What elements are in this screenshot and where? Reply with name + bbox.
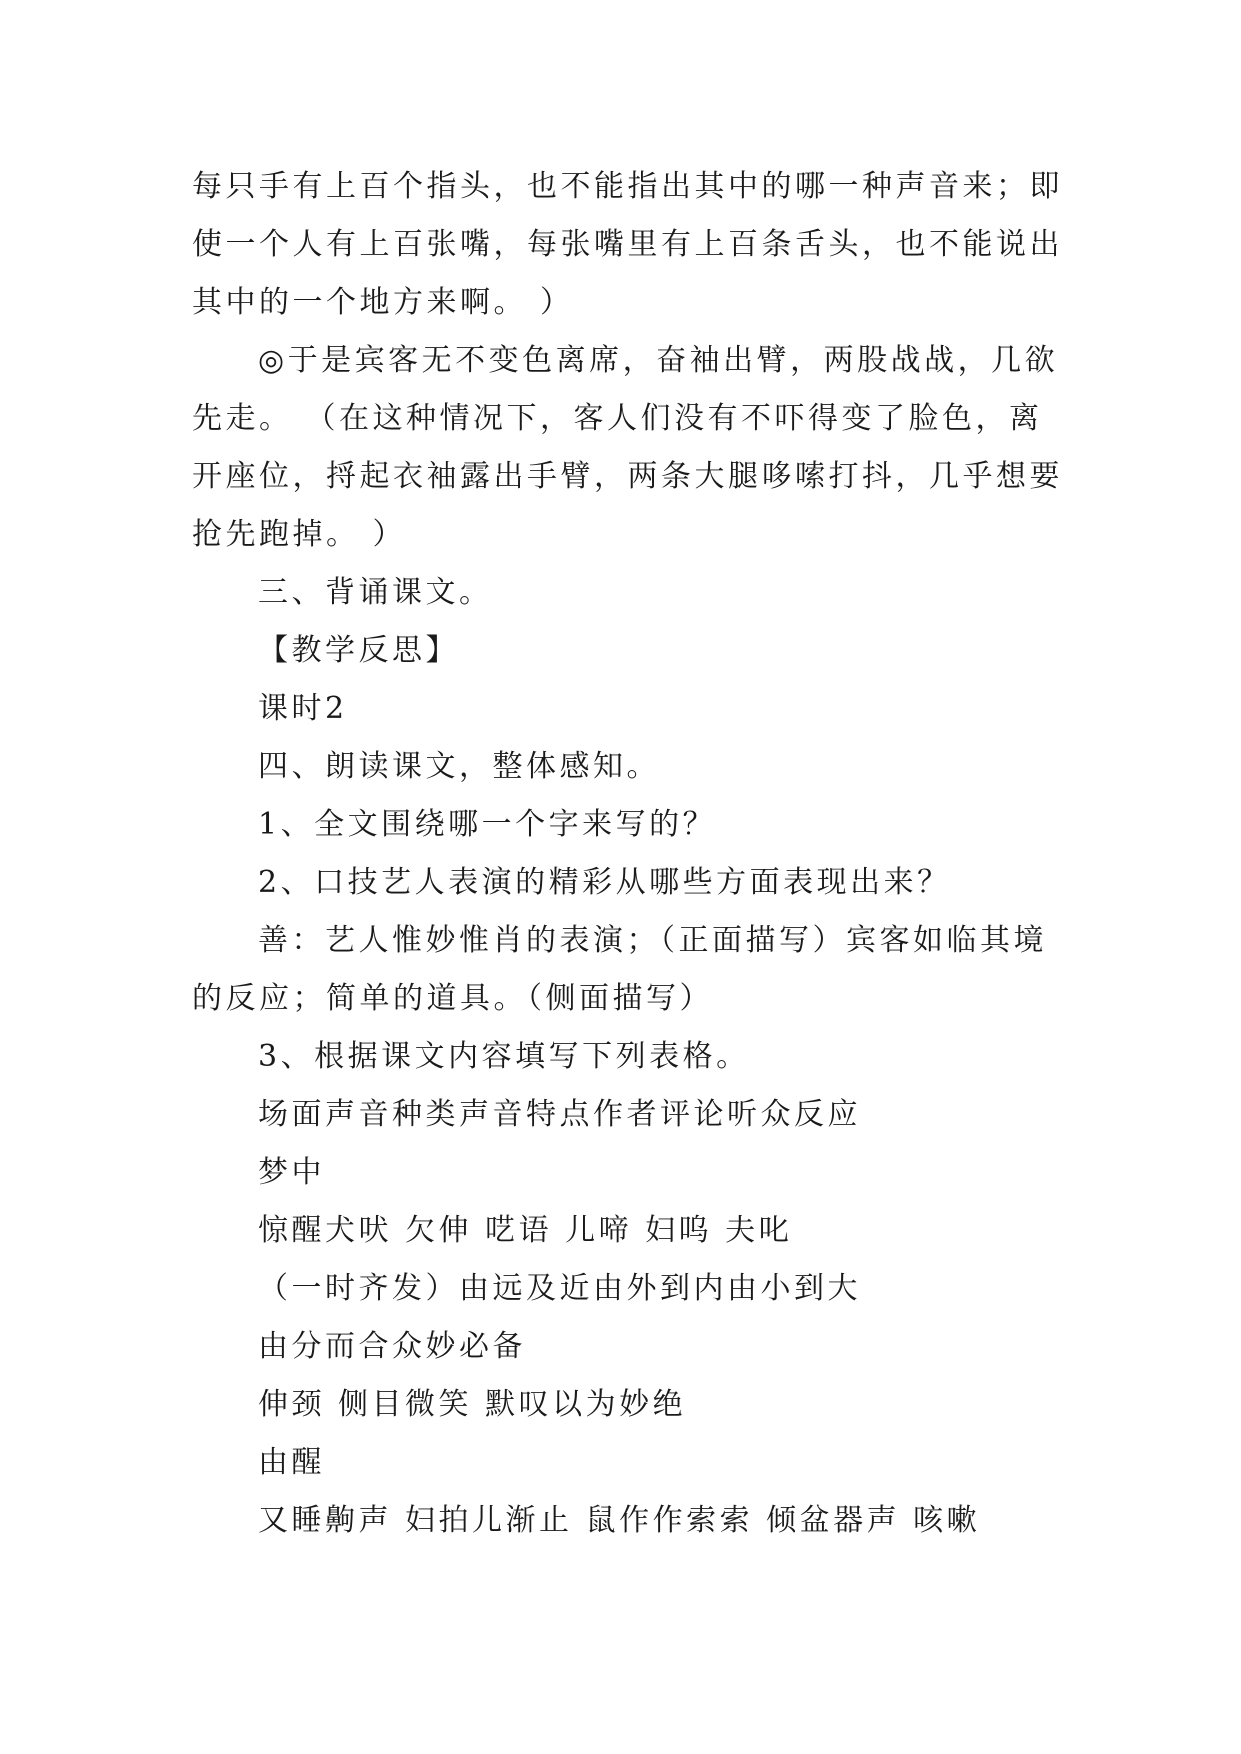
answer-line-2: 的反应；简单的道具。（侧面描写） <box>192 981 713 1016</box>
table-line-4: 由分而合众妙必备 <box>258 1329 526 1364</box>
question-1: 1、全文围绕哪一个字来写的？ <box>258 807 717 842</box>
table-line-2: 惊醒犬吠 欠伸 呓语 儿啼 妇呜 夫叱 <box>258 1213 793 1248</box>
question-2: 2、口技艺人表演的精彩从哪些方面表现出来？ <box>258 865 951 900</box>
question-3: 3、根据课文内容填写下列表格。 <box>258 1039 750 1074</box>
document-body <box>192 158 1063 1550</box>
answer-line-1: 善：艺人惟妙惟肖的表演；（正面描写）宾客如临其境 <box>258 923 1047 958</box>
table-line-3: （一时齐发）由远及近由外到内由小到大 <box>258 1271 861 1306</box>
lesson-period-label: 课时2 <box>258 691 348 726</box>
section-heading-recite: 三、背诵课文。 <box>258 575 493 610</box>
text-line-3: 其中的一个地方来啊。 ） <box>192 285 574 320</box>
text-line-5: 先走。 （在这种情况下，客人们没有不吓得变了脸色，离 <box>192 401 1043 436</box>
text-line-2: 使一个人有上百张嘴，每张嘴里有上百条舌头，也不能说出 <box>192 227 1063 262</box>
text-line-6: 开座位，捋起衣袖露出手臂，两条大腿哆嗦打抖，几乎想要 <box>192 459 1063 494</box>
table-line-5: 伸颈 侧目微笑 默叹以为妙绝 <box>258 1387 687 1422</box>
text-line-1: 每只手有上百个指头，也不能指出其中的哪一种声音来；即 <box>192 169 1063 204</box>
text-line-7: 抢先跑掉。 ） <box>192 517 407 552</box>
table-line-6: 由醒 <box>258 1445 325 1480</box>
text-line-4: ◎于是宾客无不变色离席，奋袖出臂，两股战战，几欲 <box>258 343 1059 378</box>
table-line-7: 又睡齁声 妇拍儿渐止 鼠作作索索 倾盆器声 咳嗽 <box>258 1503 981 1538</box>
section-heading-reading: 四、朗读课文，整体感知。 <box>258 749 660 784</box>
table-line-1: 梦中 <box>258 1155 325 1190</box>
section-heading-reflection: 【教学反思】 <box>258 633 459 668</box>
table-header-line: 场面声音种类声音特点作者评论听众反应 <box>258 1097 861 1132</box>
